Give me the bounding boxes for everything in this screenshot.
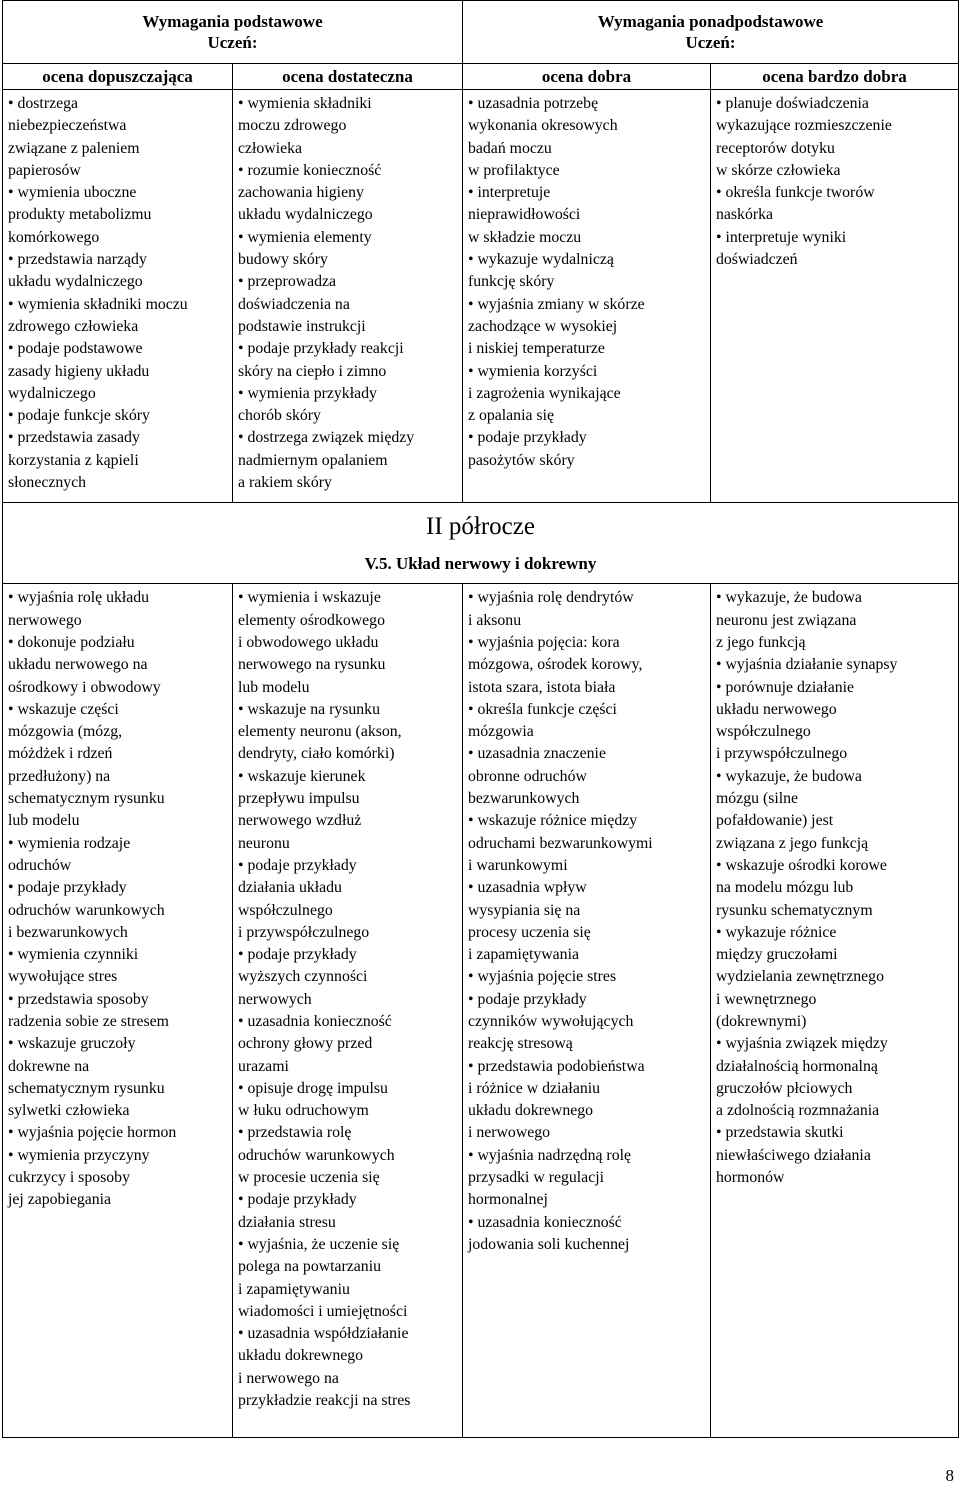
requirement-line: • wskazuje kierunek xyxy=(238,767,366,785)
requirement-line: • wyjaśnia pojęcia: kora xyxy=(468,633,620,651)
chapter-title: V.5. Układ nerwowy i dokrewny xyxy=(364,554,597,574)
section-row xyxy=(3,503,959,584)
grade-dobra: ocena dobra xyxy=(463,64,711,90)
requirement-line: nerwowego na rysunku xyxy=(238,656,386,674)
requirement-line: naskórka xyxy=(716,206,774,224)
requirement-line: układu dokrewnego xyxy=(238,1347,364,1365)
requirement-line: produkty metabolizmu xyxy=(8,206,152,224)
requirement-line: nieprawidłowości xyxy=(468,206,581,224)
requirement-line: układu dokrewnego xyxy=(468,1102,594,1120)
requirement-line: • wyjaśnia, że uczenie się xyxy=(238,1235,400,1253)
basic-student-label: Uczeń: xyxy=(207,33,258,52)
requirement-line: • określa funkcje części xyxy=(468,700,617,718)
requirement-line: współczulnego xyxy=(238,901,333,919)
requirement-line: moczu zdrowego xyxy=(238,117,347,135)
requirement-line: i nerwowego na xyxy=(238,1369,339,1387)
requirement-line: i bezwarunkowych xyxy=(8,923,128,941)
requirement-line: • dokonuje podziału xyxy=(8,633,135,651)
requirement-line: mózgowia (mózg, xyxy=(8,723,123,741)
advanced-requirements-header xyxy=(463,1,959,64)
requirement-line: wywołujące stres xyxy=(8,968,118,986)
requirement-line: przedłużony) na xyxy=(8,767,111,785)
requirement-line: dokrewne na xyxy=(8,1057,90,1075)
requirement-line: ośrodkowy i obwodowy xyxy=(8,678,161,696)
requirement-line: wiadomości i umiejętności xyxy=(238,1302,408,1320)
requirement-line: układu wydalniczego xyxy=(8,273,143,291)
block1-col-dopuszczajaca xyxy=(3,90,233,503)
requirement-line: jodowania soli kuchennej xyxy=(468,1235,630,1253)
requirement-line: • podaje podstawowe xyxy=(8,340,143,358)
requirement-line: istota szara, istota biała xyxy=(468,678,616,696)
requirement-line: • wskazuje na rysunku xyxy=(238,700,380,718)
requirement-line: odruchów warunkowych xyxy=(238,1146,395,1164)
requirement-line: zdrowego człowieka xyxy=(8,317,139,335)
requirement-line: • wymienia korzyści xyxy=(468,362,598,380)
requirement-line: • przedstawia sposoby xyxy=(8,990,149,1008)
requirement-line: nadmiernym opalaniem xyxy=(238,451,388,469)
requirement-line: czynników wywołujących xyxy=(468,1012,634,1030)
grade-dopuszczajaca: ocena dopuszczająca xyxy=(3,64,233,90)
requirement-line: elementy neuronu (akson, xyxy=(238,723,402,741)
requirement-line: i niskiej temperaturze xyxy=(468,340,605,358)
requirement-line: działalnością hormonalną xyxy=(716,1057,878,1075)
requirement-line: ochrony głowy przed xyxy=(238,1035,373,1053)
requirement-line: • wyjaśnia rolę układu xyxy=(8,589,150,607)
requirement-line: schematycznym rysunku xyxy=(8,790,165,808)
requirement-line: móżdżek i rdzeń xyxy=(8,745,113,763)
requirement-line: • wskazuje ośrodki korowe xyxy=(716,856,887,874)
requirement-line: a zdolnością rozmnażania xyxy=(716,1102,880,1120)
requirement-line: pofałdowanie) jest xyxy=(716,812,834,830)
requirement-line: • dostrzega xyxy=(8,95,79,112)
requirement-line: • podaje przykłady reakcji xyxy=(238,340,404,358)
requirement-line: nerwowych xyxy=(238,990,312,1008)
requirement-line: zachowania higieny xyxy=(238,184,364,202)
semester-title: II półrocze xyxy=(426,513,535,541)
requirement-line: bezwarunkowych xyxy=(468,790,580,808)
requirement-line: z opalania się xyxy=(468,407,554,425)
requirement-line: • wyjaśnia działanie synapsy xyxy=(716,656,898,674)
requirement-line: funkcję skóry xyxy=(468,273,555,291)
requirement-line: korzystania z kąpieli xyxy=(8,451,139,469)
block2-row xyxy=(3,584,959,1438)
requirement-line: • przedstawia rolę xyxy=(238,1124,352,1142)
requirement-line: budowy skóry xyxy=(238,251,328,269)
requirement-line: • podaje przykłady xyxy=(468,429,587,447)
requirement-line: • określa funkcje tworów xyxy=(716,184,875,202)
requirement-line: • wyjaśnia pojęcie stres xyxy=(468,968,617,986)
requirement-line: przykładzie reakcji na stres xyxy=(238,1392,411,1410)
requirement-line: • wykazuje, że budowa xyxy=(716,589,862,607)
requirement-line: wysypiania się na xyxy=(468,901,581,919)
requirement-line: • uzasadnia znaczenie xyxy=(468,745,606,763)
requirement-line: • podaje przykłady xyxy=(468,990,587,1008)
requirement-line: • wyjaśnia pojęcie hormon xyxy=(8,1124,177,1142)
requirement-line: • wymienia składniki moczu xyxy=(8,295,188,313)
requirement-line: nerwowego xyxy=(8,611,82,629)
requirement-line: niebezpieczeństwa xyxy=(8,117,127,135)
requirement-line: • planuje doświadczenia xyxy=(716,95,869,112)
requirement-line: • przeprowadza xyxy=(238,273,337,291)
requirement-line: a rakiem skóry xyxy=(238,474,332,492)
requirement-line: działania stresu xyxy=(238,1213,336,1231)
requirement-line: wydalniczego xyxy=(8,384,96,402)
requirement-line: • wymienia przyczyny xyxy=(8,1146,150,1164)
requirement-line: dendryty, ciało komórki) xyxy=(238,745,395,763)
requirement-line: i zapamiętywania xyxy=(468,946,579,964)
requirement-line: • podaje przykłady xyxy=(238,856,357,874)
requirement-line: • wskazuje gruczoły xyxy=(8,1035,136,1053)
requirement-line: z jego funkcją xyxy=(716,633,806,651)
requirement-line: • podaje przykłady xyxy=(238,946,357,964)
requirement-line: i warunkowymi xyxy=(468,856,568,874)
requirement-line: związana z jego funkcją xyxy=(716,834,869,852)
requirement-line: rysunku schematycznym xyxy=(716,901,873,919)
requirement-line: • wymienia rodzaje xyxy=(8,834,131,852)
header-row xyxy=(3,1,959,64)
requirement-line: i aksonu xyxy=(468,611,522,629)
requirement-line: odruchów warunkowych xyxy=(8,901,165,919)
requirement-line: • przedstawia skutki xyxy=(716,1124,844,1142)
requirement-line: przysadki w regulacji xyxy=(468,1169,604,1187)
requirement-line: związane z paleniem xyxy=(8,139,140,157)
requirement-line: skóry na ciepło i zimno xyxy=(238,362,387,380)
requirement-line: odruchów xyxy=(8,856,72,874)
requirement-line: lub modelu xyxy=(238,678,310,696)
requirement-line: • podaje funkcje skóry xyxy=(8,407,150,425)
requirement-line: między gruczołami xyxy=(716,946,838,964)
requirement-line: i zapamiętywaniu xyxy=(238,1280,350,1298)
requirement-line: niewłaściwego działania xyxy=(716,1146,871,1164)
advanced-requirements-title: Wymagania ponadpodstawowe xyxy=(597,12,824,31)
requirement-line: układu wydalniczego xyxy=(238,206,373,224)
requirement-line: badań moczu xyxy=(468,139,552,157)
requirement-line: • wymienia uboczne xyxy=(8,184,137,202)
requirement-line: polega na powtarzaniu xyxy=(238,1258,381,1276)
requirement-line: w procesie uczenia się xyxy=(238,1169,380,1187)
requirement-line: zasady higieny układu xyxy=(8,362,150,380)
requirement-line: • przedstawia podobieństwa xyxy=(468,1057,645,1075)
requirement-line: • wyjaśnia nadrzędną rolę xyxy=(468,1146,631,1164)
requirement-line: • uzasadnia współdziałanie xyxy=(238,1325,409,1343)
block1-row xyxy=(3,90,959,503)
requirement-line: schematycznym rysunku xyxy=(8,1079,165,1097)
requirement-line: • wykazuje różnice xyxy=(716,923,837,941)
requirement-line: układu nerwowego na xyxy=(8,656,148,674)
block1-col-dobra xyxy=(463,90,711,503)
requirement-line: receptorów dotyku xyxy=(716,139,835,157)
requirement-line: zachodzące w wysokiej xyxy=(468,317,618,335)
block2-col-dobra xyxy=(463,584,711,1438)
requirement-line: • wskazuje różnice między xyxy=(468,812,638,830)
requirement-line: i obwodowego układu xyxy=(238,633,379,651)
requirement-line: w skórze człowieka xyxy=(716,161,841,179)
requirement-line: neuronu xyxy=(238,834,290,852)
requirement-line: w składzie moczu xyxy=(468,228,582,246)
requirement-line: • wymienia i wskazuje xyxy=(238,589,381,607)
requirement-line: pasożytów skóry xyxy=(468,451,575,469)
requirement-line: • wymienia elementy xyxy=(238,228,372,246)
requirement-line: urazami xyxy=(238,1057,289,1075)
requirement-line: • interpretuje xyxy=(468,184,551,202)
grade-dostateczna: ocena dostateczna xyxy=(233,64,463,90)
requirement-line: przepływu impulsu xyxy=(238,790,360,808)
requirement-line: mózgowia xyxy=(468,723,534,741)
requirement-line: doświadczenia na xyxy=(238,295,350,313)
requirement-line: podstawie instrukcji xyxy=(238,317,366,335)
block2-col-dostateczna xyxy=(233,584,463,1438)
requirement-line: współczulnego xyxy=(716,723,811,741)
requirement-line: (dokrewnymi) xyxy=(716,1012,807,1030)
requirement-line: • wyjaśnia zmiany w skórze xyxy=(468,295,645,313)
requirement-line: • uzasadnia konieczność xyxy=(238,1012,392,1030)
block2-col-bardzo-dobra xyxy=(711,584,959,1438)
block2-col-dopuszczajaca xyxy=(3,584,233,1438)
requirement-line: słonecznych xyxy=(8,474,87,492)
requirement-line: cukrzycy i sposoby xyxy=(8,1169,130,1187)
requirement-line: • uzasadnia potrzebę xyxy=(468,95,599,112)
requirement-line: • wykazuje, że budowa xyxy=(716,767,862,785)
requirement-line: reakcję stresową xyxy=(468,1035,573,1053)
requirement-line: • wymienia przykłady xyxy=(238,384,377,402)
requirements-table xyxy=(2,0,959,1438)
requirement-line: wyższych czynności xyxy=(238,968,368,986)
requirement-line: • wyjaśnia związek między xyxy=(716,1035,888,1053)
requirement-line: sylwetki człowieka xyxy=(8,1102,130,1120)
requirement-line: • przedstawia narządy xyxy=(8,251,147,269)
grades-row xyxy=(3,64,959,90)
requirement-line: hormonów xyxy=(716,1169,785,1187)
block1-col-bardzo-dobra xyxy=(711,90,959,503)
requirement-line: • uzasadnia konieczność xyxy=(468,1213,622,1231)
requirement-line: i różnice w działaniu xyxy=(468,1079,601,1097)
section-heading xyxy=(3,503,959,584)
requirement-line: wykonania okresowych xyxy=(468,117,618,135)
requirement-line: radzenia sobie ze stresem xyxy=(8,1012,169,1030)
requirement-line: • wykazuje wydalniczą xyxy=(468,251,614,269)
requirement-line: wydzielania zewnętrznego xyxy=(716,968,884,986)
requirement-line: • opisuje drogę impulsu xyxy=(238,1079,388,1097)
requirement-line: jej zapobiegania xyxy=(8,1191,112,1209)
requirement-line: • podaje przykłady xyxy=(238,1191,357,1209)
requirement-line: na modelu mózgu lub xyxy=(716,879,854,897)
requirement-line: papierosów xyxy=(8,161,81,179)
requirement-line: mózgowa, ośrodek korowy, xyxy=(468,656,643,674)
page-number: 8 xyxy=(945,1466,954,1485)
requirement-line: neuronu jest związana xyxy=(716,611,857,629)
advanced-student-label: Uczeń: xyxy=(685,33,736,52)
block1-col-dostateczna xyxy=(233,90,463,503)
requirement-line: nerwowego wzdłuż xyxy=(238,812,362,830)
requirement-line: chorób skóry xyxy=(238,407,321,425)
requirement-line: • wymienia składniki xyxy=(238,95,372,112)
requirement-line: obronne odruchów xyxy=(468,767,587,785)
requirement-line: • przedstawia zasady xyxy=(8,429,140,447)
requirement-line: • rozumie konieczność xyxy=(238,161,382,179)
grade-bardzo-dobra: ocena bardzo dobra xyxy=(711,64,959,90)
requirement-line: elementy ośrodkowego xyxy=(238,611,385,629)
requirement-line: i zagrożenia wynikające xyxy=(468,384,621,402)
requirement-line: • podaje przykłady xyxy=(8,879,127,897)
requirement-line: i nerwowego xyxy=(468,1124,551,1142)
requirement-line: • wskazuje części xyxy=(8,700,119,718)
requirement-line: • uzasadnia wpływ xyxy=(468,879,587,897)
requirement-line: • interpretuje wyniki xyxy=(716,228,847,246)
requirement-line: lub modelu xyxy=(8,812,80,830)
requirement-line: procesy uczenia się xyxy=(468,923,591,941)
requirement-line: • wyjaśnia rolę dendrytów xyxy=(468,589,634,607)
requirement-line: gruczołów płciowych xyxy=(716,1079,853,1097)
requirement-line: • dostrzega związek między xyxy=(238,429,415,447)
requirement-line: komórkowego xyxy=(8,228,100,246)
requirement-line: i przywspółczulnego xyxy=(716,745,848,763)
requirement-line: w profilaktyce xyxy=(468,161,560,179)
requirement-line: hormonalnej xyxy=(468,1191,548,1209)
basic-requirements-title: Wymagania podstawowe xyxy=(142,12,323,31)
requirement-line: • porównuje działanie xyxy=(716,678,854,696)
requirement-line: odruchami bezwarunkowymi xyxy=(468,834,653,852)
requirement-line: układu nerwowego xyxy=(716,700,837,718)
requirement-line: i wewnętrznego xyxy=(716,990,817,1008)
basic-requirements-header xyxy=(3,1,463,64)
requirement-line: i przywspółczulnego xyxy=(238,923,370,941)
requirement-line: wykazujące rozmieszczenie xyxy=(716,117,892,135)
requirement-line: w łuku odruchowym xyxy=(238,1102,369,1120)
requirement-line: człowieka xyxy=(238,139,303,157)
requirement-line: doświadczeń xyxy=(716,251,798,269)
requirement-line: • wymienia czynniki xyxy=(8,946,139,964)
requirement-line: działania układu xyxy=(238,879,342,897)
requirement-line: mózgu (silne xyxy=(716,790,799,808)
